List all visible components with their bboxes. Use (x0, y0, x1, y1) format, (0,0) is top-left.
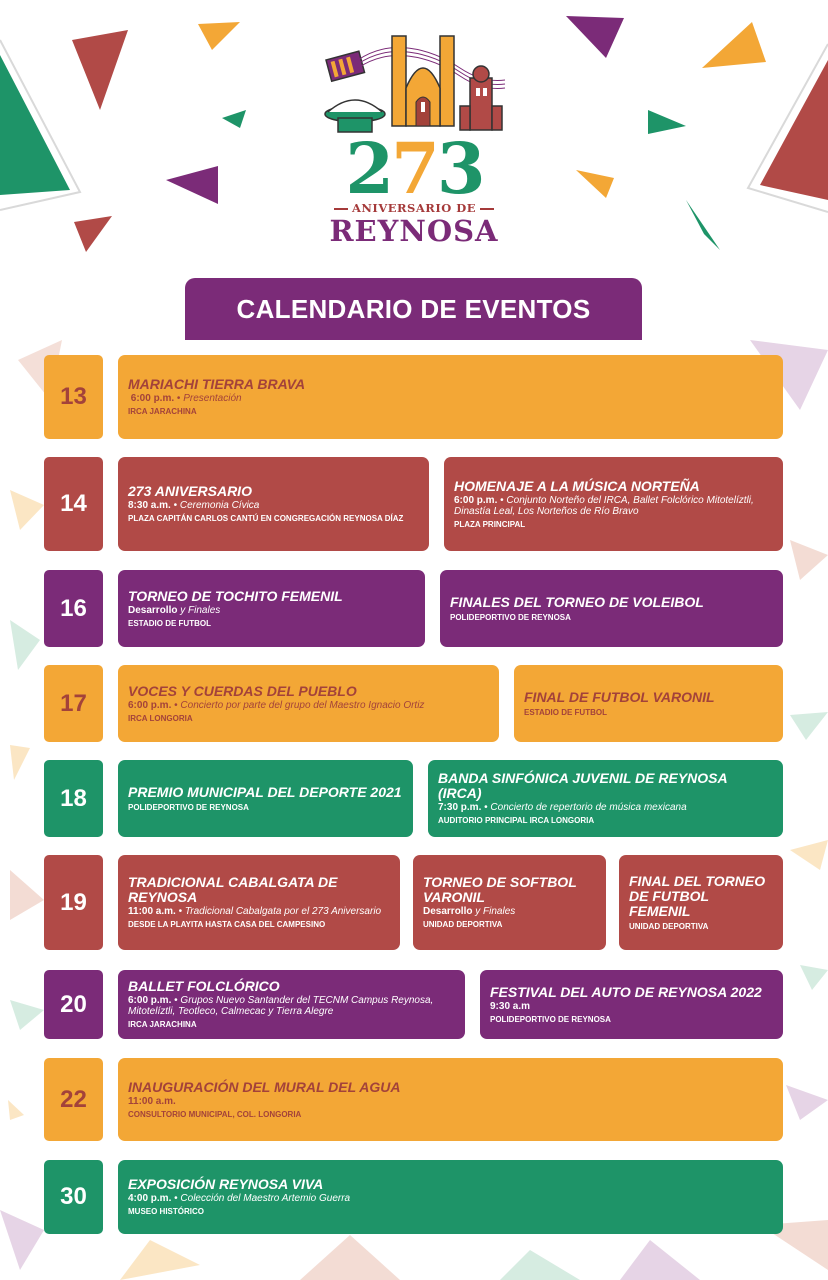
event-title: TORNEO DE TOCHITO FEMENIL (128, 587, 343, 604)
event-detail: Desarrollo y Finales (128, 604, 221, 616)
event-title: FINAL DE FUTBOL VARONIL (524, 688, 715, 705)
event-place: IRCA LONGORIA (128, 713, 193, 723)
event-place: POLIDEPORTIVO DE REYNOSA (128, 802, 249, 812)
event-title: MARIACHI TIERRA BRAVA (128, 376, 306, 392)
event-detail: 6:00 p.m. • Presentación (130, 393, 242, 404)
event-title: BANDA SINFÓNICA JUVENIL DE REYNOSA (IRCA) (438, 770, 728, 801)
event-card (118, 570, 425, 647)
day-badge-17: 17 (44, 665, 103, 742)
event-card (118, 1160, 783, 1234)
event-card (413, 855, 606, 950)
day-badge-16: 16 (44, 570, 103, 647)
event-card (514, 665, 783, 742)
day-badge-20: 20 (44, 970, 103, 1039)
event-title: HOMENAJE A LA MÚSICA NORTEÑA (454, 477, 700, 494)
event-title: FESTIVAL DEL AUTO DE REYNOSA 2022 (490, 983, 762, 1000)
day-badge-22: 22 (44, 1058, 103, 1141)
city-name: REYNOSA (329, 214, 499, 248)
event-title: EXPOSICIÓN REYNOSA VIVA (128, 1176, 324, 1192)
event-place: PLAZA CAPITÁN CARLOS CANTÚ EN CONGREGACIÓN REYNOSA DÍAZ (128, 514, 404, 523)
event-detail: Desarrollo y Finales (423, 906, 516, 917)
event-title: VOCES Y CUERDAS DEL PUEBLO (128, 682, 357, 699)
anniversary-logo (300, 18, 528, 246)
event-card (118, 457, 429, 551)
event-place: IRCA JARACHINA (128, 1020, 197, 1029)
event-detail: 6:00 p.m. • Conjunto Norteño del IRCA, Ballet Folclórico Mitotelíztli, Dinastía Leal, Los Norteños de Río Bravo (454, 494, 754, 517)
event-detail: 7:30 p.m. • Concierto de repertorio de música mexicana (438, 802, 687, 813)
event-title: FINALES DEL TORNEO DE VOLEIBOL (450, 593, 704, 610)
event-card (428, 760, 783, 837)
event-card (118, 760, 413, 837)
day-badge-14: 14 (44, 457, 103, 551)
event-place: UNIDAD DEPORTIVA (423, 920, 503, 929)
event-detail: 9:30 a.m (490, 1000, 531, 1012)
event-detail: 11:00 a.m. • Tradicional Cabalgata por el 273 Aniversario (128, 906, 382, 917)
event-detail: 4:00 p.m. • Colección del Maestro Artemio Guerra (128, 1193, 351, 1204)
event-card (480, 970, 783, 1039)
event-card (118, 1058, 783, 1141)
event-detail: 6:00 p.m. • Grupos Nuevo Santander del TECNM Campus Reynosa, Mitotelíztli, Teotleco, Calmecac y Tierra Alegre (128, 995, 434, 1017)
event-title: PREMIO MUNICIPAL DEL DEPORTE 2021 (128, 783, 402, 800)
event-place: POLIDEPORTIVO DE REYNOSA (490, 1014, 611, 1024)
event-card (444, 457, 783, 551)
event-card (118, 970, 465, 1039)
event-card (118, 355, 783, 439)
calendar-title-bar (185, 278, 642, 340)
event-card (440, 570, 783, 647)
event-place: ESTADIO DE FUTBOL (524, 707, 607, 717)
event-place: MUSEO HISTÓRICO (128, 1207, 205, 1216)
event-place: PLAZA PRINCIPAL (454, 519, 526, 529)
event-title: TORNEO DE SOFTBOL VARONIL (423, 874, 577, 905)
day-badge-18: 18 (44, 760, 103, 837)
event-title: 273 ANIVERSARIO (128, 483, 252, 499)
day-badge-19: 19 (44, 855, 103, 950)
event-place: DESDE LA PLAYITA HASTA CASA DEL CAMPESINO (128, 920, 326, 929)
event-detail: 6:00 p.m. • Concierto por parte del grupo del Maestro Ignacio Ortiz (128, 699, 425, 711)
day-badge-13: 13 (44, 355, 103, 439)
event-title: INAUGURACIÓN DEL MURAL DEL AGUA (128, 1078, 401, 1095)
anniversary-number: 273 (345, 127, 483, 210)
event-title: TRADICIONAL CABALGATA DE REYNOSA (128, 874, 338, 905)
anniversary-subtitle: ANIVERSARIO DE (300, 201, 528, 215)
event-place: POLIDEPORTIVO DE REYNOSA (450, 612, 571, 622)
event-detail: 11:00 a.m. (128, 1095, 176, 1107)
event-detail: 8:30 a.m. • Ceremonia Cívica (128, 500, 260, 511)
event-place: IRCA JARACHINA (128, 407, 197, 416)
event-place: AUDITORIO PRINCIPAL IRCA LONGORIA (438, 816, 595, 825)
event-card (118, 665, 499, 742)
event-card (619, 855, 783, 950)
event-place: UNIDAD DEPORTIVA (629, 921, 709, 931)
day-badge-30: 30 (44, 1160, 103, 1234)
page-title: CALENDARIO DE EVENTOS (236, 293, 591, 324)
event-title: BALLET FOLCLÓRICO (128, 978, 280, 994)
event-title: FINAL DEL TORNEO DE FUTBOL FEMENIL (629, 872, 766, 919)
event-place: ESTADIO DE FUTBOL (128, 618, 211, 628)
reynosa-landmarks-icon (300, 18, 528, 138)
event-card (118, 855, 400, 950)
event-place: CONSULTORIO MUNICIPAL, COL. LONGORIA (128, 1109, 302, 1119)
